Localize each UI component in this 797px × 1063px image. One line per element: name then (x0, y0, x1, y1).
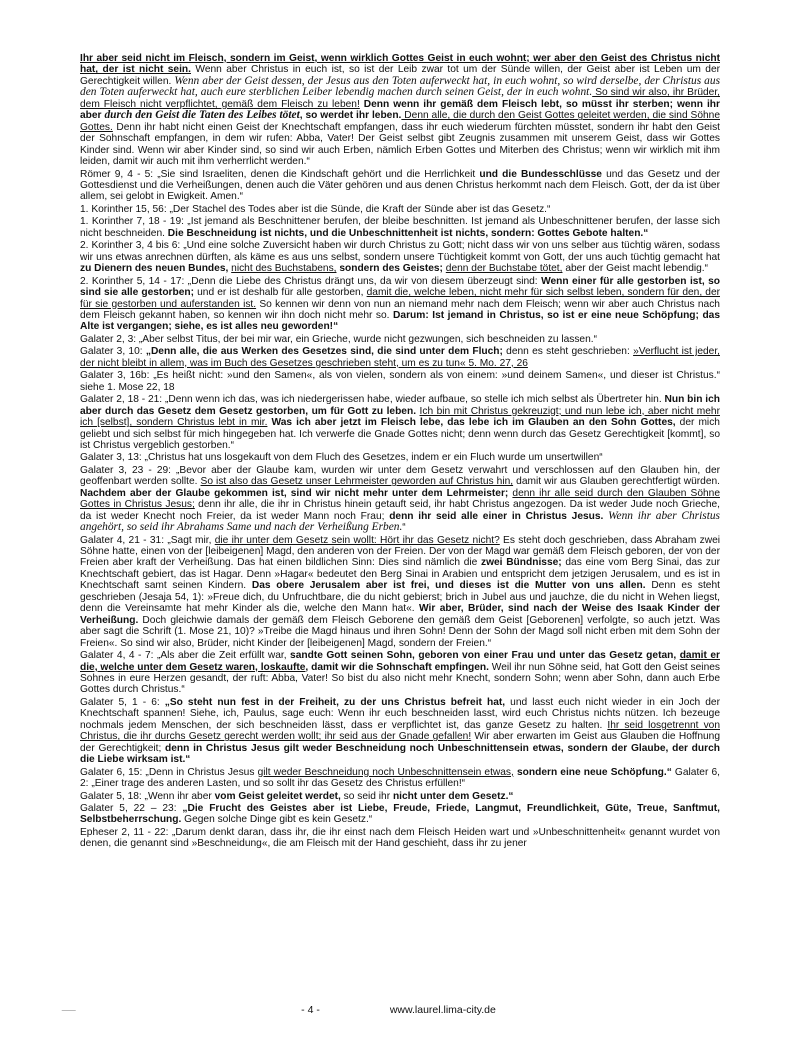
text-segment: Galater 5, 1 - 6: (80, 696, 165, 708)
paragraph-p19 (80, 827, 720, 850)
text-segment: Denn alle, die durch den Geist Gottes geleitet werden, die sind Söhne Gottes. (80, 110, 720, 133)
text-segment: Galater 5, 18: „Wenn ihr aber (80, 790, 215, 802)
text-segment: Galater 3, 13: „Christus hat uns losgekauft von dem Fluch des Gesetzes, indem er ein Fluch wurde um unsertwillen“ (80, 452, 603, 464)
text-segment: nicht des Buchstabens, (231, 263, 337, 275)
text-segment: Epheser 2, 11 - 22: „Darum denkt daran, dass ihr, die ihr einst nach dem Fleisch Heiden wart und »Unbeschnittenheit« genannt wurdet von denen, die genannt sind »Beschneidung«, die am Fleisch mit der Hand geschieht, dass ihr zu jener (80, 826, 720, 850)
paragraph-p4 (80, 216, 720, 239)
text-segment: Es steht doch geschrieben, dass Abraham zwei Söhne hatte, einen von der [leibeigenen] Magd, den anderen von der Freien. Der von der Magd war gemäß dem Fleisch geboren, der von der Freien aber kraft der Verheißung. Das hat einen bildlichen Sinn: Dies sind nämlich die (80, 534, 720, 569)
text-segment: »Verflucht ist jeder, der nicht bleibt in allem, was im Buch des Gesetzes geschrieben steht, um es zu tun« 5. Mo. 27, 26 (80, 346, 720, 369)
text-segment: 2. Korinther 3, 4 bis 6: „Und eine solche Zuversicht haben wir durch Christus zu Gott; nicht dass wir von uns selber aus tüchtig wären, sodass wir uns etwas anrechnen dürften, als käme es aus uns selbst, sondern unsere Tüchtigkeit kommt von Gott, der uns auch tüchtig gemacht hat (80, 240, 720, 263)
paragraph-p11 (80, 452, 720, 463)
paragraph-p10 (80, 394, 720, 451)
text-segment: Römer 9, 4 - 5: „Sie sind Israeliten, denen die Kindschaft gehört und die Herrlichkeit (80, 168, 480, 180)
text-segment: Das obere Jerusalem aber ist frei, und dieses ist die Mutter von uns allen. (251, 580, 646, 592)
text-segment: denn in Christus Jesus gilt weder Beschneidung noch Unbeschnittensein etwas, (165, 742, 564, 754)
text-segment: denn der Buchstabe tötet, (445, 263, 563, 275)
document-body (80, 53, 720, 998)
text-segment: damit er die, welche unter dem Gesetz waren, loskaufte, (80, 650, 720, 673)
text-segment: Galater 3, 23 - 29: „Bevor aber der Glaube kam, wurden wir unter dem Gesetz verwahrt und verschlossen auf den Glauben hin, der geoffenbart werden sollte. (80, 464, 720, 488)
paragraph-p14 (80, 650, 720, 696)
text-segment: Wir aber, Brüder, sind nach der Weise des Isaak Kinder der Verheißung. (80, 603, 720, 626)
text-segment: denn ihr alle, die ihr in Christus hinein getauft seid, ihr habt Christus angezogen. Da ist weder Jude noch Grieche, da ist weder Knecht noch Freier, da ist weder Mann noch Frau; (80, 499, 720, 522)
text-segment: Galater 6, 2: „Einer trage des anderen Lasten, und so sollt ihr das Gesetz des Christus erfüllen!“ (80, 766, 720, 790)
text-segment: „So steht nun fest in der Freiheit, zu der uns Christus befreit hat, (164, 696, 506, 708)
text-segment: Ihr seid losgetrennt von Christus, die ihr durchs Gesetz gerecht werden wollt; ihr seid aus der Gnade gefallen! (80, 719, 720, 743)
text-segment: Nachdem aber der Glaube gekommen ist, sind wir nicht mehr unter dem Lehrmeister; (80, 487, 509, 499)
text-segment: Wenn einer für alle gestorben ist, so sind sie alle gestorben; (80, 275, 720, 299)
paragraph-p9 (80, 370, 720, 393)
text-segment: und lasst euch nicht wieder in ein Joch der Knechtschaft spannen! Siehe, ich, Paulus, sage euch: Wenn ihr euch beschneiden lasst, wird euch Christus nichts nützen. Ich bezeuge nochmals jedem Menschen, der sich beschneiden lässt, dass er verpflichtet ist, das ganze Gesetz zu halten. (80, 696, 720, 731)
text-segment: Ich bin mit Christus gekreuzigt; und nun lebe ich, aber nicht mehr ich [selbst], sondern Christus lebt in mir. (80, 405, 720, 429)
text-segment: sondern der Glaube, der durch die Liebe wirksam ist.“ (80, 742, 720, 766)
text-segment: denn ihr alle seid durch den Glauben Söhne Gottes in Christus Jesus; (80, 487, 720, 511)
text-segment: Denn es steht geschrieben (Jesaja 54, 1): »Freue dich, du Unfruchtbare, die du nicht gebierst; brich in Jubel aus und jauchze, die du nicht in Wehen liegst, denn die Vereinsamte hat mehr Kinder als die, welche den Mann hat«. (80, 580, 720, 615)
text-segment: nicht unter dem Gesetz.“ (392, 790, 514, 802)
text-segment: , so werdet ihr leben. (299, 110, 402, 122)
text-segment: Doch gleichwie damals der gemäß dem Fleisch Geborene den gemäß dem Geist [Geborenen] verfolgte, so auch jetzt. Was aber sagt die Schrift (1. Mose 21, 10)? »Treibe die Magd hinaus und ihren Sohn! Denn der Sohn der Magd soll nicht erben mit dem Sohn der Freien«. So sind wir also, Brüder, nicht Kinder der [leibeigenen] Magd, sondern der Freien.“ (80, 614, 720, 649)
text-segment: Nun bin ich aber durch das Gesetz dem Gesetz gestorben, um für Gott zu leben. (80, 394, 720, 417)
text-segment: 1. Korinther 15, 56: „Der Stachel des Todes aber ist die Sünde, die Kraft der Sünde aber ist das Gesetz.“ (80, 203, 551, 215)
text-segment: zu Dienern des neuen Bundes, (80, 263, 229, 275)
text-segment: Galater 6, 15: „Denn in Christus Jesus (80, 766, 258, 778)
paragraph-p17 (80, 791, 720, 802)
text-segment: Galater 3, 10: (80, 346, 146, 358)
text-segment: „Denn alle, die aus Werken des Gesetzes sind, die sind unter dem Fluch; (145, 346, 503, 358)
paragraph-p16 (80, 767, 720, 790)
text-segment: Galater 5, 22 – 23: (80, 803, 183, 814)
text-segment: Galater 3, 16b: „Es heißt nicht: »und den Samen«, als von vielen, sondern als von einem: »und deinem Samen«, und dieser ist Christus.“ siehe 1. Mose 22, 18 (80, 370, 720, 393)
text-segment: zwei Bündnisse; (481, 557, 562, 569)
text-segment: Weil ihr nun Söhne seid, hat Gott den Geist seines Sohnes in eure Herzen gesandt, der ruft: Abba, Vater! So bist du also nicht mehr Knecht, sondern Sohn; wenn aber Sohn, dann auch Erbe Gottes durch Christus.“ (80, 661, 720, 696)
text-segment: gilt weder Beschneidung noch Unbeschnittensein etwas, (257, 766, 514, 778)
text-segment: Wenn ihr aber Christus angehört, so seid ihr Abrahams Same und nach der Verheißung Erben. (80, 509, 720, 534)
text-segment: und die Bundesschlüsse (479, 168, 602, 180)
paragraph-p3 (80, 204, 720, 215)
text-segment: damit wir die Sohnschaft empfingen. (311, 661, 489, 673)
text-segment: “ (402, 522, 406, 534)
text-segment: denn ihr seid alle einer in Christus Jesus. (389, 510, 604, 522)
text-segment: sondern des Geistes; (339, 263, 443, 275)
text-segment: Galater 2, 3: „Aber selbst Titus, der bei mir war, ein Grieche, wurde nicht gezwungen, sich beschneiden zu lassen.“ (80, 333, 597, 345)
page-footer (0, 1004, 797, 1016)
paragraph-p5 (80, 240, 720, 274)
text-segment: sandte Gott seinen Sohn, geboren von einer Frau und unter das Gesetz getan, (290, 650, 677, 662)
text-segment: Darum: Ist jemand in Christus, so ist er eine neue Schöpfung; das Alte ist vergangen; siehe, es ist alles neu geworden!“ (80, 309, 720, 333)
text-segment: Die Beschneidung ist nichts, und die Unbeschnittenheit ist nichts, sondern: Gottes Gebote halten.“ (167, 227, 649, 239)
text-segment: und er ist deshalb für alle gestorben, (194, 287, 367, 299)
text-segment: Gegen solche Dinge gibt es kein Gesetz.“ (181, 814, 373, 826)
paragraph-p2 (80, 169, 720, 203)
paragraph-p12 (80, 465, 720, 534)
text-segment: damit wir aus Glauben gerechtfertigt würden. (513, 476, 720, 488)
page-number: - 4 - (301, 1004, 320, 1016)
text-segment: Wir aber erwarten im Geist aus Glauben die Hoffnung der Gerechtigkeit; (80, 731, 720, 754)
text-segment: die ihr unter dem Gesetz sein wollt: Hört ihr das Gesetz nicht? (214, 534, 500, 546)
paragraph-p7 (80, 334, 720, 345)
paragraph-p15 (80, 697, 720, 766)
text-segment: Denn wenn ihr gemäß dem Fleisch lebt, so müsst ihr sterben; wenn ihr aber (80, 98, 720, 122)
text-segment: vom Geist geleitet werdet, (214, 790, 341, 802)
text-segment: Wenn aber Christus in euch ist, so ist der Leib zwar tot um der Sünde willen, der Geist aber ist Leben um der Gerechtigkeit willen. (80, 64, 720, 87)
text-segment: Galater 4, 21 - 31: „Sagt mir, (80, 534, 215, 546)
paragraph-p13 (80, 535, 720, 650)
text-segment: So sind wir also, ihr Brüder, dem Fleisch nicht verpflichtet, gemäß dem Fleisch zu leben! (80, 87, 720, 110)
paragraph-p6 (80, 276, 720, 333)
text-segment: Wenn aber der Geist dessen, der Jesus aus den Toten auferweckt hat, in euch wohnt, so wird derselbe, der Christus aus den Toten auferweckt hat, auch eure sterblichen Leiber lebendig machen durch seinen Geist, der in euch wohnt. (80, 74, 720, 99)
text-segment: damit die, welche leben, nicht mehr für sich selbst leben, sondern für den, der für sie gestorben und auferstanden ist. (80, 287, 720, 310)
text-segment: durch den Geist die Taten des Leibes tötet (104, 109, 300, 122)
text-segment: das eine vom Berg Sinai, das zur Knechtschaft gebiert, das ist Hagar. Denn »Hagar« bedeutet den Berg Sinai in Arabien und entspricht dem jetzigen Jerusalem, und es ist in Knechtschaft samt seinen Kindern. (80, 557, 720, 592)
text-segment: so seid ihr (340, 790, 393, 802)
text-segment: 1. Korinther 7, 18 - 19: „Ist jemand als Beschnittener berufen, der bleibe beschnitten. Ist jemand als Unbeschnittener berufen, der lasse sich nicht beschneiden. (80, 216, 720, 239)
paragraph-p8 (80, 346, 720, 369)
text-segment: 2. Korinther 5, 14 - 17: „Denn die Liebe des Christus drängt uns, da wir von diesem überzeugt sind: (80, 275, 542, 287)
text-segment: So kennen wir denn von nun an niemand mehr nach dem Fleisch; wenn wir aber auch Christus nach dem Fleisch gekannt haben, so kennen wir ihn doch nicht mehr so. (80, 298, 720, 321)
paragraph-p1 (80, 53, 720, 168)
paragraph-p18 (80, 803, 720, 826)
text-segment: aber der Geist macht lebendig.“ (562, 263, 709, 275)
text-segment: Was ich aber jetzt im Fleisch lebe, das lebe ich im Glauben an den Sohn Gottes, (271, 417, 676, 429)
text-segment: Ihr aber seid nicht im Fleisch, sondern im Geist, wenn wirklich Gottes Geist in euch wohnt; wer aber den Geist des Christus nicht hat, der ist nicht sein. (80, 53, 720, 76)
website-url: www.laurel.lima-city.de (389, 1004, 496, 1016)
text-segment: „Die Frucht des Geistes aber ist Liebe, Freude, Friede, Langmut, Freundlichkeit, Güte, Treue, Sanftmut, Selbstbeherrschung. (80, 803, 720, 826)
text-segment: sondern eine neue Schöpfung.“ (516, 766, 672, 778)
text-segment: Galater 4, 4 - 7: „Als aber die Zeit erfüllt war, (80, 650, 291, 662)
text-segment: und das Gesetz und der Gottesdienst und die Verheißungen, denen auch die Väter gehören und aus denen Christus herkommt nach dem Fleisch. Gott, der da ist über allem, sei gelobt in Ewigkeit. Amen.“ (80, 168, 720, 203)
text-segment: denn es steht geschrieben: (502, 346, 634, 358)
text-segment: So ist also das Gesetz unser Lehrmeister geworden auf Christus hin, (200, 476, 514, 488)
text-segment: Denn ihr habt nicht einen Geist der Knechtschaft empfangen, dass ihr euch wiederum fürchten müsstet, sondern ihr habt den Geist der Sohnschaft empfangen, in dem wir rufen: Abba, Vater! Der Geist selbst gibt Zeugnis zusammen mit unserem Geist, dass wir Gottes Kinder sind. Wenn wir aber Kinder sind, so sind wir auch Erben, nämlich Erben Gottes und Miterben des Christus; wenn wir wirklich mit ihm leiden, damit wir auch mit ihm verherrlicht werden.“ (80, 121, 720, 168)
text-segment: der mich geliebt und sich selbst für mich hingegeben hat. Ich verwerfe die Gnade Gottes nicht; denn wenn durch das Gesetz Gerechtigkeit [kommt], so ist Christus vergeblich gestorben.“ (80, 417, 720, 451)
text-segment: Galater 2, 18 - 21: „Denn wenn ich das, was ich niedergerissen habe, wieder aufbaue, so stelle ich mich selbst als Übertreter hin. (80, 394, 665, 406)
